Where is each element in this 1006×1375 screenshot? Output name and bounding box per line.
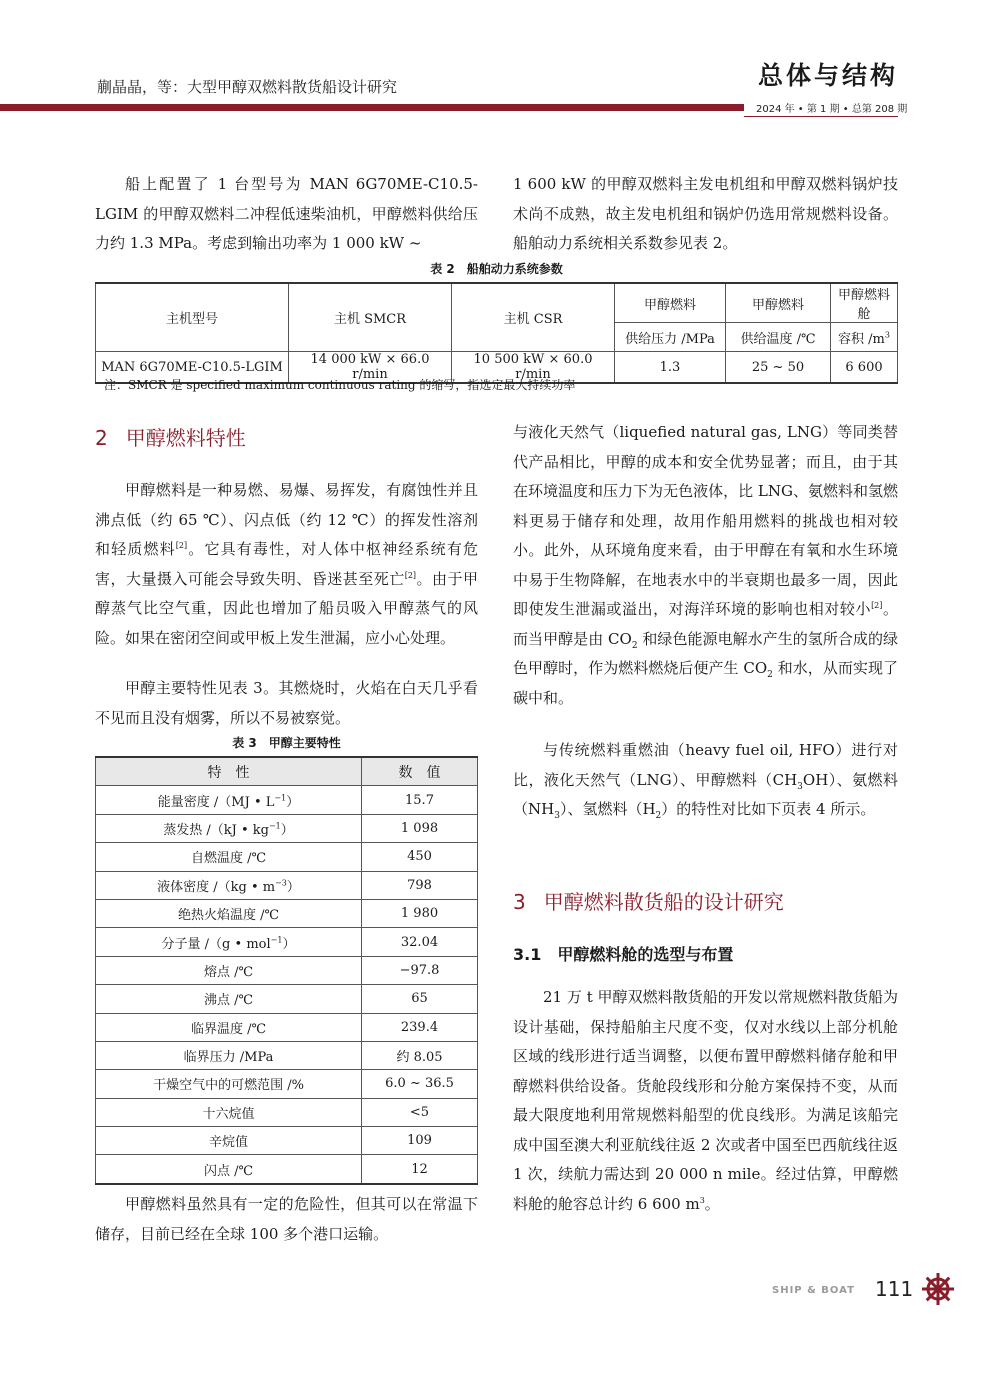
table3-property: 能量密度 /（MJ • $L^{-1}$） — [96, 786, 362, 814]
table3-property: 自燃温度 /℃ — [96, 843, 362, 871]
right-paragraph: 与液化天然气（liquefied natural gas, LNG）等同类替代产品相比，甲醇的成本和安全优势显著；而且，由于其在环境温度和压力下为无色液体，比 LNG、氨燃料和氢燃料更易于储存和处理，故用作船用燃料的挑战也相对较小。此外，从环境角度来看，由于甲醇在有氧和水生环境中易于生物降解，在地表水中的半衰期也最多一周，因此即使发生泄漏或溢出，对海洋环境的影响也相对较小[2]。而当甲醇是由 $CO_2$ 和绿色能源电解水产生的氢所合成的绿色甲醇时，作为燃料燃烧后便产生 $CO_2$ 和水，从而实现了碳中和。 — [513, 423, 898, 707]
table3-row — [96, 843, 478, 871]
table2-header: 甲醇燃料 — [615, 283, 726, 323]
table3-caption: 表 3 甲醇主要特性 — [232, 736, 341, 750]
table2-cell: MAN 6G70ME-C10.5-LGIM — [96, 352, 289, 384]
table3-value: 65 — [362, 985, 478, 1013]
table2-header: 供给压力 /MPa — [615, 323, 726, 352]
section2-heading — [95, 422, 246, 451]
subsection-number: 3.1 — [513, 945, 542, 964]
table3-value: 450 — [362, 843, 478, 871]
table3-value: −97.8 — [362, 956, 478, 984]
table2-cell: 10 500 kW × 60.0 r/min — [452, 352, 615, 384]
table2-cell: 1.3 — [615, 352, 726, 384]
table3-header: 数 值 — [362, 757, 478, 786]
table2-caption: 表 2 船舶动力系统参数 — [430, 262, 563, 276]
right-paragraph: 与传统燃料重燃油（heavy fuel oil, HFO）进行对比，液化天然气（LNG）、甲醇燃料$(CH_3OH)$、氨燃料$(NH_3)$、氢燃料$(H_2)$的特性对比如下页表 4 所示。 — [513, 741, 898, 821]
table3-property: 干燥空气中的可燃范围 /% — [96, 1070, 362, 1098]
section2-paragraph: 甲醇燃料是一种易燃、易爆、易挥发，有腐蚀性并且沸点低（约 65 ℃）、闪点低（约 12 ℃）的挥发性溶剂和轻质燃料[2]。它具有毒性，对人体中枢神经系统有危害，大量摄入可能会导致失明、昏迷甚至死亡[2]。由于甲醇蒸气比空气重，因此也增加了船员吸入甲醇蒸气的风险。如果在密闭空间或甲板上发生泄漏，应小心处理。 — [95, 481, 478, 647]
table3-value: 1 980 — [362, 899, 478, 927]
section2-title: 甲醇燃料特性 — [125, 426, 246, 450]
table3-row — [96, 1098, 478, 1126]
table3-value: 239.4 — [362, 1013, 478, 1041]
table3-property: 临界温度 /℃ — [96, 1013, 362, 1041]
table2-header: 主机 CSR — [452, 283, 615, 352]
table2-header: 主机型号 — [96, 283, 289, 352]
table3-value: 约 8.05 — [362, 1041, 478, 1069]
table3-property: 熔点 /℃ — [96, 956, 362, 984]
table3-property: 分子量 /（g • mol$^{-1}$） — [96, 928, 362, 956]
table3-row — [96, 956, 478, 984]
table3-row — [96, 899, 478, 927]
table3-row — [96, 1127, 478, 1155]
table3-value: 798 — [362, 871, 478, 899]
table2-note: 注：SMCR 是 specified maximum continuous rating 的缩写，指选定最大持续功率 — [104, 378, 576, 392]
intro-paragraph-right: 1 600 kW 的甲醇双燃料主发电机组和甲醇双燃料锅炉技术尚不成熟，故主发电机组和锅炉仍选用常规燃料设备。船舶动力系统相关系数参见表 2。 — [513, 175, 898, 252]
table2-header: 甲醇燃料舱 — [831, 283, 898, 323]
intro-paragraph-left: 船上配置了 1 台型号为 MAN 6G70ME-C10.5-LGIM 的甲醇双燃料二冲程低速柴油机，甲醇燃料供给压力约 1.3 MPa。考虑到输出功率为 1 000 kW ~ — [95, 175, 478, 252]
table3-property: 绝热火焰温度 /℃ — [96, 899, 362, 927]
table2-cell: 6 600 — [831, 352, 898, 384]
table3-row — [96, 786, 478, 814]
table3 — [95, 756, 478, 1185]
table2-header: 容积 $/m^3$ — [831, 323, 898, 352]
section2-paragraph: 甲醇燃料虽然具有一定的危险性，但其可以在常温下储存，目前已经在全球 100 多个港口运输。 — [95, 1195, 478, 1243]
table2-cell: 25 ~ 50 — [726, 352, 831, 384]
table3-row — [96, 814, 478, 842]
page-number: 111 — [875, 1277, 914, 1301]
table3-value: 15.7 — [362, 786, 478, 814]
table2-header: 供给温度 /℃ — [726, 323, 831, 352]
section3-heading — [513, 886, 784, 915]
section-heading: 总体与结构 — [757, 61, 898, 90]
table2-header: 主机 SMCR — [289, 283, 452, 352]
table3-row — [96, 985, 478, 1013]
table3-property: 蒸发热 /（kJ • $kg^{-1}$） — [96, 814, 362, 842]
subsection-heading — [513, 942, 733, 965]
section3-paragraph: 21 万 t 甲醇双燃料散货船的开发以常规燃料散货船为设计基础，保持船舶主尺度不变，仅对水线以上部分机舱区域的线形进行适当调整，以便布置甲醇燃料储存舱和甲醇燃料供给设备。货舱段线形和分舱方案保持不变，从而最大限度地利用常规燃料船型的优良线形。为满足该船完成中国至澳大利亚航线往返 2 次或者中国至巴西航线往返 1 次，续航力需达到 20 000 n mile。经过估算，甲醇燃料舱的舱容总计约 6 600 $m^3$。 — [513, 988, 898, 1213]
issue-label: 2024 年 • 第 1 期 • 总第 208 期 — [756, 104, 908, 115]
table2-cell: 14 000 kW × 66.0 r/min — [289, 352, 452, 384]
table3-property: 闪点 /℃ — [96, 1155, 362, 1184]
table3-row — [96, 1013, 478, 1041]
table3-row — [96, 1041, 478, 1069]
table3-row — [96, 1155, 478, 1184]
table3-value: 12 — [362, 1155, 478, 1184]
section3-number: 3 — [513, 890, 526, 914]
header-rule — [744, 116, 898, 117]
table2 — [95, 282, 898, 384]
table3-row — [96, 871, 478, 899]
section2-number: 2 — [95, 426, 108, 450]
table3-property: 辛烷值 — [96, 1127, 362, 1155]
section3-title: 甲醇燃料散货船的设计研究 — [543, 890, 784, 914]
table3-value: 6.0 ~ 36.5 — [362, 1070, 478, 1098]
table3-value: 1 098 — [362, 814, 478, 842]
table3-row — [96, 1070, 478, 1098]
table3-header: 特 性 — [96, 757, 362, 786]
section2-paragraph: 甲醇主要特性见表 3。其燃烧时，火焰在白天几乎看不见而且没有烟雾，所以不易被察觉。 — [95, 679, 478, 727]
table3-property: 沸点 /℃ — [96, 985, 362, 1013]
table3-property: 液体密度 /（kg • $m^{-3}$） — [96, 871, 362, 899]
table3-property: 十六烷值 — [96, 1098, 362, 1126]
header-bar — [0, 104, 744, 111]
table3-row — [96, 928, 478, 956]
table3-value: 109 — [362, 1127, 478, 1155]
running-title: 蒯晶晶，等：大型甲醇双燃料散货船设计研究 — [97, 78, 398, 96]
table3-value: <5 — [362, 1098, 478, 1126]
ship-wheel-icon — [920, 1271, 956, 1307]
table3-property: 临界压力 /MPa — [96, 1041, 362, 1069]
footer-brand: SHIP & BOAT — [772, 1285, 855, 1296]
subsection-title: 甲醇燃料舱的选型与布置 — [557, 945, 734, 964]
table3-value: 32.04 — [362, 928, 478, 956]
table2-header: 甲醇燃料 — [726, 283, 831, 323]
